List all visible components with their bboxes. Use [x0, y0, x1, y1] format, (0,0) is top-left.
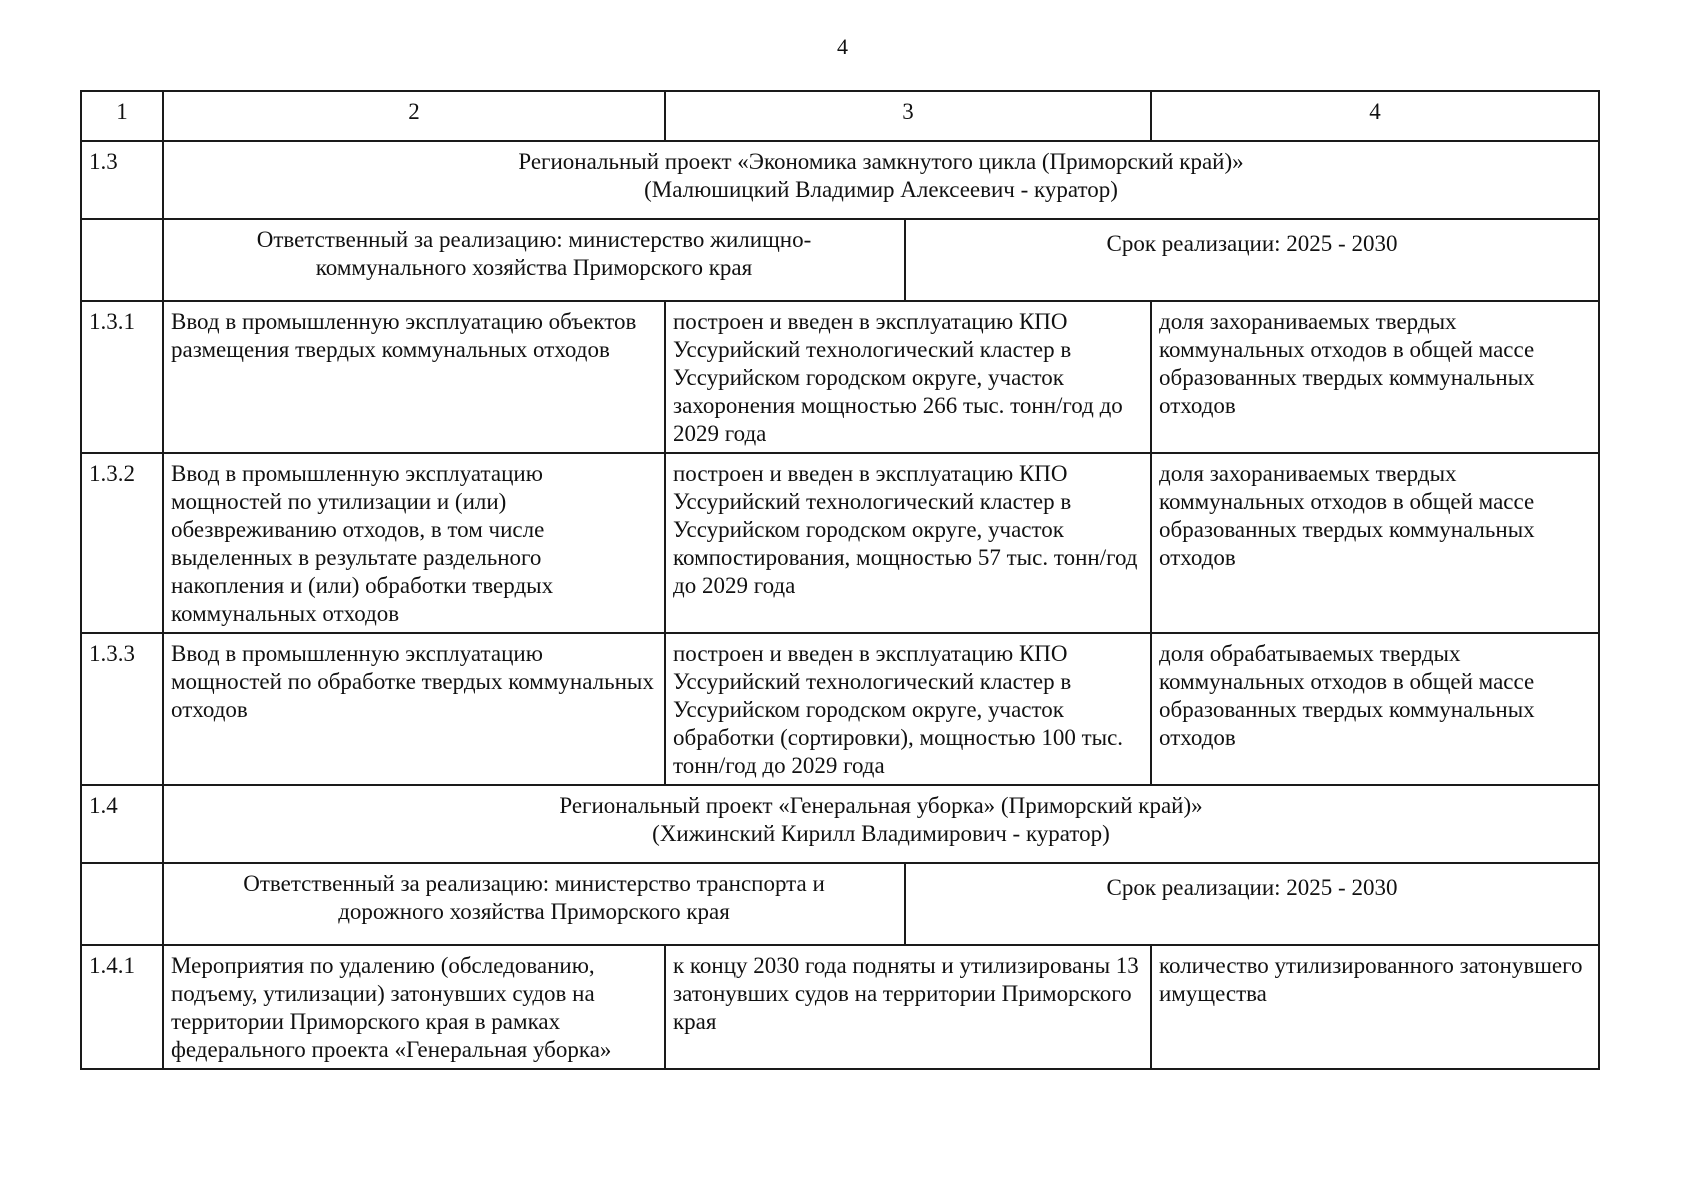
table-row [81, 301, 1599, 453]
indicator-cell: доля захораниваемых твердых коммунальных отходов в общей массе образованных твердых коммунальных отходов [1151, 301, 1599, 453]
responsible-party: Ответственный за реализацию: министерство транспорта и дорожного хозяйства Приморского края [163, 863, 905, 945]
table-row [81, 633, 1599, 785]
result-cell: к концу 2030 года подняты и утилизированы 13 затонувших судов на территории Приморского края [665, 945, 1151, 1069]
project-number: 1.3 [81, 141, 163, 219]
program-table [80, 90, 1600, 1070]
header-col-4: 4 [1151, 91, 1599, 141]
row-number: 1.3.2 [81, 453, 163, 633]
project-number: 1.4 [81, 785, 163, 863]
responsible-row [81, 219, 1599, 301]
task-cell: Ввод в промышленную эксплуатацию мощностей по обработке твердых коммунальных отходов [163, 633, 665, 785]
implementation-term: Срок реализации: 2025 - 2030 [905, 219, 1599, 301]
task-cell: Ввод в промышленную эксплуатацию мощностей по утилизации и (или) обезвреживанию отходов, в том числе выделенных в результате раздельного накопления и (или) обработки твердых коммунальных отходов [163, 453, 665, 633]
project-title-line1: Региональный проект «Экономика замкнутого цикла (Приморский край)» [518, 149, 1244, 174]
task-cell: Мероприятия по удалению (обследованию, подъему, утилизации) затонувших судов на территории Приморского края в рамках федерального проекта «Генеральная уборка» [163, 945, 665, 1069]
result-cell: построен и введен в эксплуатацию КПО Уссурийский технологический кластер в Уссурийском городском округе, участок компостирования, мощностью 57 тыс. тонн/год до 2029 года [665, 453, 1151, 633]
project-row [81, 141, 1599, 219]
page-number: 4 [837, 34, 848, 59]
result-cell: построен и введен в эксплуатацию КПО Уссурийский технологический кластер в Уссурийском городском округе, участок захоронения мощностью 266 тыс. тонн/год до 2029 года [665, 301, 1151, 453]
project-title [163, 785, 1599, 863]
responsible-row [81, 863, 1599, 945]
table-row [81, 945, 1599, 1069]
implementation-term: Срок реализации: 2025 - 2030 [905, 863, 1599, 945]
table-row [81, 453, 1599, 633]
row-number: 1.4.1 [81, 945, 163, 1069]
header-row [81, 91, 1599, 141]
project-curator: (Малюшицкий Владимир Алексеевич - куратор) [644, 177, 1118, 202]
indicator-cell: доля захораниваемых твердых коммунальных отходов в общей массе образованных твердых коммунальных отходов [1151, 453, 1599, 633]
project-title-line1: Региональный проект «Генеральная уборка» (Приморский край)» [559, 793, 1203, 818]
indicator-cell: количество утилизированного затонувшего имущества [1151, 945, 1599, 1069]
row-number: 1.3.1 [81, 301, 163, 453]
header-col-1: 1 [81, 91, 163, 141]
result-cell: построен и введен в эксплуатацию КПО Уссурийский технологический кластер в Уссурийском городском округе, участок обработки (сортировки), мощностью 100 тыс. тонн/год до 2029 года [665, 633, 1151, 785]
indicator-cell: доля обрабатываемых твердых коммунальных отходов в общей массе образованных твердых коммунальных отходов [1151, 633, 1599, 785]
project-title [163, 141, 1599, 219]
empty-cell [81, 219, 163, 301]
project-row [81, 785, 1599, 863]
header-col-2: 2 [163, 91, 665, 141]
project-curator: (Хижинский Кирилл Владимирович - куратор) [652, 821, 1110, 846]
responsible-party: Ответственный за реализацию: министерство жилищно-коммунального хозяйства Приморского края [163, 219, 905, 301]
header-col-3: 3 [665, 91, 1151, 141]
task-cell: Ввод в промышленную эксплуатацию объектов размещения твердых коммунальных отходов [163, 301, 665, 453]
empty-cell [81, 863, 163, 945]
row-number: 1.3.3 [81, 633, 163, 785]
